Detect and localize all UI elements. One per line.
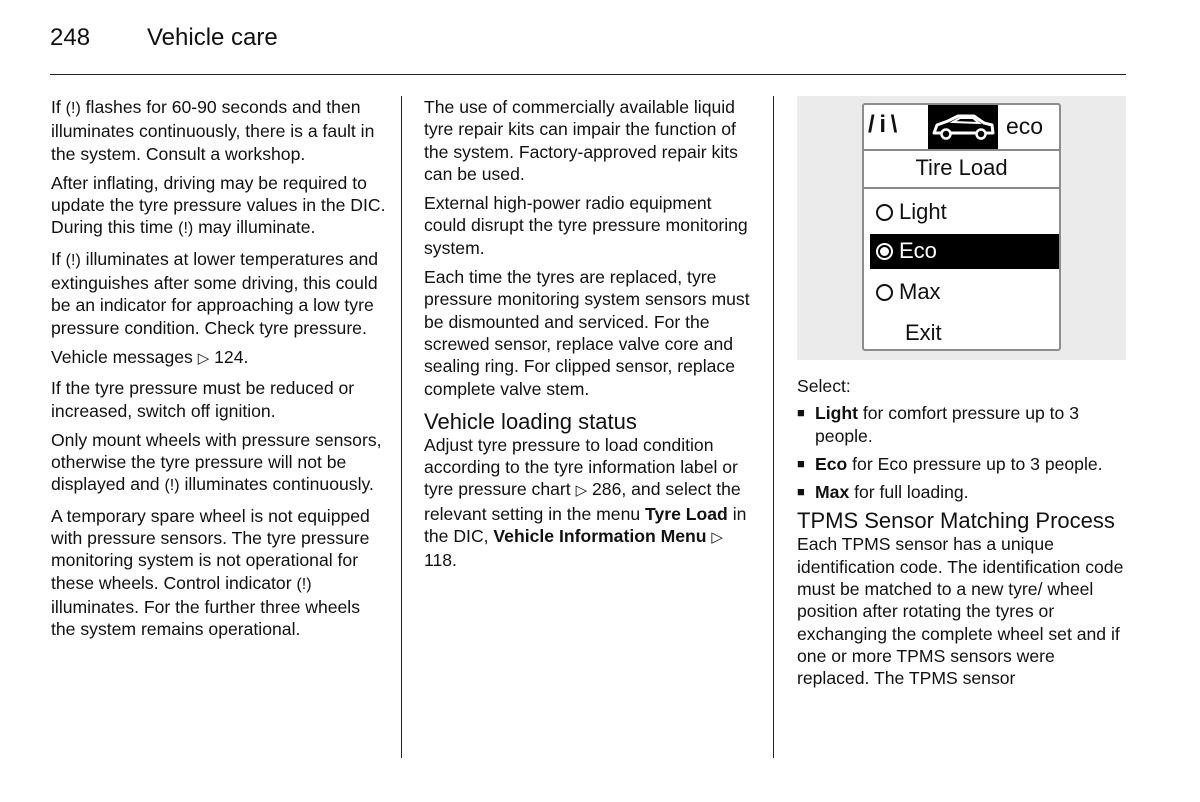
- radio-unselected-icon: [876, 284, 893, 301]
- dic-option-eco: Eco: [870, 234, 1059, 269]
- page-reference-arrow-icon: ▷: [575, 482, 588, 500]
- paragraph: If (!) flashes for 60-90 seconds and then illuminates continuously, there is a fault in the system. Consult a workshop.: [51, 97, 375, 164]
- page-number: 248: [50, 24, 91, 51]
- paragraph: If (!) illuminates at lower temperatures and extinguishes after some driving, this could be an indicator for approaching a low tyre pressure condition. Check tyre pressure.: [51, 248, 379, 338]
- tyre-pressure-warning-icon: (!): [65, 100, 81, 117]
- paragraph: Each time the tyres are replaced, tyre pressure monitoring system sensors must be dismounted and serviced. For the screwed sensor, replace valve core and sealing ring. For clipped sensor, replace complete valve stem.: [424, 267, 750, 399]
- page-reference[interactable]: 124.: [214, 346, 249, 367]
- dic-tab-bar: [864, 105, 1059, 151]
- dic-menu-title: Tire Load: [915, 155, 1008, 180]
- paragraph: Each TPMS sensor has a unique identification code. The identification code must be matched to a new tyre/ wheel position after rotating the tyres or exchanging the complete wheel set and if one or more TPMS sensors were replaced. The TPMS sensor: [797, 534, 1124, 689]
- column-divider-1: [401, 96, 402, 758]
- option-list: [797, 402, 1127, 503]
- radio-unselected-icon: [876, 204, 893, 221]
- page-reference[interactable]: 118.: [424, 550, 457, 571]
- page-reference-arrow-icon: ▷: [711, 529, 723, 547]
- paragraph: The use of commercially available liquid tyre repair kits can impair the function of the system. Factory-approved repair kits can be used.: [424, 97, 738, 184]
- tyre-pressure-warning-icon: (!): [296, 575, 312, 593]
- car-icon: [928, 105, 998, 149]
- column-1: [51, 96, 386, 648]
- dic-option-light: Light: [870, 195, 1059, 230]
- page-reference-arrow-icon: ▷: [197, 349, 210, 367]
- paragraph: If the tyre pressure must be reduced or increased, switch off ignition.: [51, 378, 355, 421]
- dic-option-exit: Exit: [905, 320, 942, 345]
- paragraph: External high-power radio equipment could disrupt the tyre pressure monitoring system.: [424, 193, 748, 258]
- column-3: [797, 375, 1127, 697]
- page-reference[interactable]: 286, and select the relevant setting in the menu: [424, 479, 741, 524]
- road-info-icon: / i \: [868, 111, 897, 138]
- list-item: ■ Light for comfort pressure up to 3 people.: [797, 402, 1127, 447]
- paragraph: A temporary spare wheel is not equipped with pressure sensors. The tyre pressure monitoring system is not operational for these wheels. Control indicator (!) illuminates. For the further three wheels the system remains operational.: [51, 505, 370, 640]
- eco-tab: eco: [1006, 113, 1044, 139]
- dic-separator: [864, 187, 1059, 189]
- tyre-pressure-warning-icon: (!): [178, 220, 194, 238]
- paragraph: Vehicle messages ▷ 124.: [51, 346, 249, 367]
- menu-name-vehicle-info: Vehicle Information Menu: [493, 526, 707, 547]
- dic-option-max: Max: [870, 275, 1059, 310]
- list-item: ■ Eco for Eco pressure up to 3 people.: [797, 453, 1127, 475]
- menu-name-tyre-load: Tyre Load: [645, 503, 728, 524]
- select-label: Select:: [797, 376, 851, 396]
- paragraph: After inflating, driving may be required to update the tyre pressure values in the DIC. During this time (!) may illuminate.: [51, 172, 386, 238]
- header-rule: [50, 74, 1126, 75]
- paragraph: Only mount wheels with pressure sensors, otherwise the tyre pressure will not be displayed and (!) illuminates continuously.: [51, 429, 382, 495]
- tyre-pressure-warning-icon: (!): [65, 251, 81, 269]
- column-divider-2: [773, 96, 774, 758]
- radio-selected-icon: [876, 243, 893, 260]
- list-item: ■ Max for full loading.: [797, 481, 1127, 503]
- tyre-pressure-warning-icon: (!): [164, 477, 180, 495]
- heading-tpms-matching: TPMS Sensor Matching Process: [797, 508, 1115, 534]
- vehicle-tab: [928, 105, 998, 149]
- dic-display: [862, 103, 1061, 351]
- column-2: [424, 96, 757, 579]
- section-title: Vehicle care: [147, 24, 278, 51]
- paragraph: Adjust tyre pressure to load condition according to the tyre information label or tyre pressure chart ▷ 286, and select the relevant setting in the menu Tyre Load in the DIC, Vehicle Information Menu ▷ 118.: [424, 434, 747, 571]
- heading-vehicle-loading-status: Vehicle loading status: [424, 408, 637, 434]
